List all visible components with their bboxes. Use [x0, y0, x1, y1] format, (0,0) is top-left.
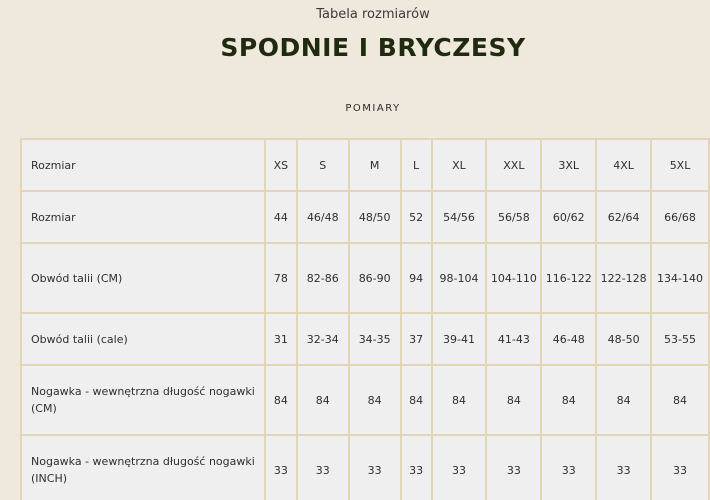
page-title: SPODNIE I BRYCZESY [220, 33, 526, 62]
table-cell: 33 [297, 435, 349, 500]
table-cell: 33 [486, 435, 541, 500]
table-cell: 31 [265, 313, 297, 365]
table-cell: 33 [349, 435, 401, 500]
table-cell: 84 [432, 365, 487, 435]
table-cell: 46-48 [541, 313, 596, 365]
table-cell: 3XL [541, 139, 596, 191]
table-cell: 84 [401, 365, 432, 435]
table-cell: 116-122 [541, 243, 596, 313]
table-cell: XXL [486, 139, 541, 191]
table-row [21, 191, 709, 243]
table-cell: 54/56 [432, 191, 487, 243]
table-cell: 4XL [596, 139, 651, 191]
table-cell: 39-41 [432, 313, 487, 365]
table-cell: 32-34 [297, 313, 349, 365]
table-cell: 5XL [651, 139, 709, 191]
page-subtitle: Tabela rozmiarów [316, 7, 430, 22]
table-cell: 98-104 [432, 243, 487, 313]
row-label: Nogawka - wewnętrzna długość nogawki (CM) [21, 365, 265, 435]
row-label: Obwód talii (cale) [21, 313, 265, 365]
table-cell: L [401, 139, 432, 191]
table-cell: 84 [651, 365, 709, 435]
table-cell: 84 [349, 365, 401, 435]
table-cell: 84 [265, 365, 297, 435]
table-cell: 84 [541, 365, 596, 435]
table-cell: 34-35 [349, 313, 401, 365]
table-cell: 48-50 [596, 313, 651, 365]
table-cell: M [349, 139, 401, 191]
table-cell: 84 [297, 365, 349, 435]
table-cell: 134-140 [651, 243, 709, 313]
table-cell: 33 [401, 435, 432, 500]
table-cell: 53-55 [651, 313, 709, 365]
table-cell: 94 [401, 243, 432, 313]
table-cell: 48/50 [349, 191, 401, 243]
table-row [21, 365, 709, 435]
table-row [21, 313, 709, 365]
table-cell: 84 [486, 365, 541, 435]
table-cell: XL [432, 139, 487, 191]
table-cell: S [297, 139, 349, 191]
table-cell: 66/68 [651, 191, 709, 243]
table-cell: 56/58 [486, 191, 541, 243]
table-cell: 33 [651, 435, 709, 500]
table-cell: XS [265, 139, 297, 191]
table-row [21, 435, 709, 500]
table-cell: 44 [265, 191, 297, 243]
table-cell: 104-110 [486, 243, 541, 313]
table-row [21, 243, 709, 313]
table-cell: 122-128 [596, 243, 651, 313]
table-cell: 33 [265, 435, 297, 500]
table-cell: 82-86 [297, 243, 349, 313]
table-row [21, 139, 709, 191]
table-cell: 41-43 [486, 313, 541, 365]
table-cell: 86-90 [349, 243, 401, 313]
table-cell: 33 [432, 435, 487, 500]
table-cell: 33 [596, 435, 651, 500]
row-label: Obwód talii (CM) [21, 243, 265, 313]
table-cell: 52 [401, 191, 432, 243]
row-label: Rozmiar [21, 191, 265, 243]
table-cell: 78 [265, 243, 297, 313]
section-heading: POMIARY [345, 103, 401, 114]
table-cell: 37 [401, 313, 432, 365]
size-table [20, 138, 710, 500]
table-cell: 33 [541, 435, 596, 500]
table-cell: 84 [596, 365, 651, 435]
row-label: Nogawka - wewnętrzna długość nogawki (INCH) [21, 435, 265, 500]
row-label: Rozmiar [21, 139, 265, 191]
table-cell: 62/64 [596, 191, 651, 243]
table-cell: 60/62 [541, 191, 596, 243]
table-cell: 46/48 [297, 191, 349, 243]
